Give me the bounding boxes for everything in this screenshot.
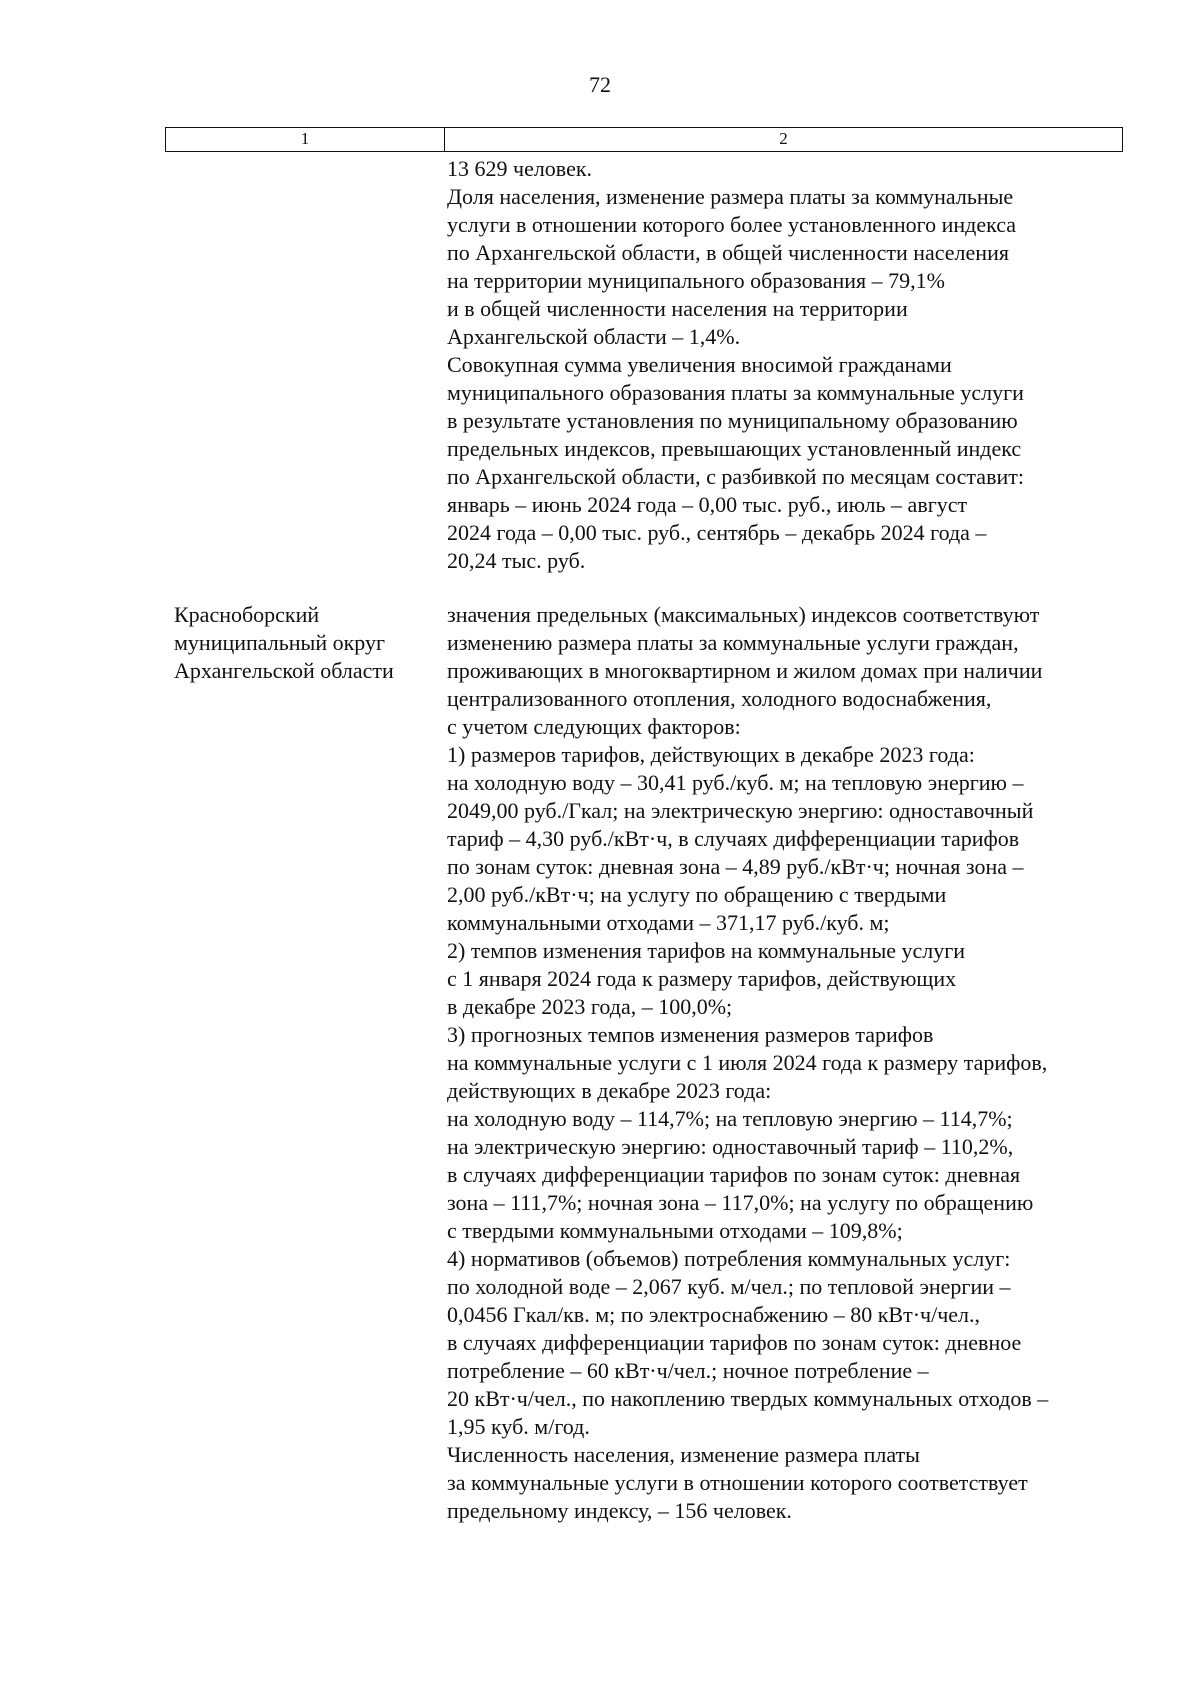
description-line: и в общей численности населения на территории bbox=[447, 296, 908, 321]
region-cell bbox=[165, 601, 440, 1525]
description-line: 13 629 человек. bbox=[447, 156, 593, 181]
description-line: с учетом следующих факторов: bbox=[447, 714, 741, 739]
description-line: с 1 января 2024 года к размеру тарифов, действующих bbox=[447, 966, 957, 991]
description-line: зона – 111,7%; ночная зона – 117,0%; на услугу по обращению bbox=[447, 1190, 1034, 1215]
description-line: 20,24 тыс. руб. bbox=[447, 548, 586, 573]
description-line: проживающих в многоквартирном и жилом домах при наличии bbox=[447, 658, 1043, 683]
description-line: январь – июнь 2024 года – 0,00 тыс. руб., июль – август bbox=[447, 492, 968, 517]
description-line: 0,0456 Гкал/кв. м; по электроснабжению – 80 кВт·ч/чел., bbox=[447, 1302, 981, 1327]
description-line: 2,00 руб./кВт·ч; на услугу по обращению с твердыми bbox=[447, 882, 947, 907]
table-header-col2: 2 bbox=[779, 129, 788, 148]
description-line: за коммунальные услуги в отношении которого соответствует bbox=[447, 1470, 1028, 1495]
description-cell bbox=[440, 601, 1123, 1525]
description-line: по Архангельской области, с разбивкой по месяцам составит: bbox=[447, 464, 1024, 489]
description-line: изменению размера платы за коммунальные услуги граждан, bbox=[447, 630, 1019, 655]
description-line: 2) темпов изменения тарифов на коммунальные услуги bbox=[447, 938, 966, 963]
description-line: Численность населения, изменение размера платы bbox=[447, 1442, 920, 1467]
region-cell bbox=[165, 155, 440, 575]
description-line: Архангельской области – 1,4%. bbox=[447, 324, 741, 349]
table-row bbox=[165, 155, 1123, 575]
table-header-row bbox=[165, 127, 1123, 152]
description-line: коммунальными отходами – 371,17 руб./куб. м; bbox=[447, 910, 890, 935]
table-header-col1: 1 bbox=[166, 128, 445, 151]
description-line: централизованного отопления, холодного водоснабжения, bbox=[447, 686, 992, 711]
description-line: 4) нормативов (объемов) потребления коммунальных услуг: bbox=[447, 1246, 1011, 1271]
region-name-line: муниципальный округ bbox=[174, 630, 386, 655]
description-line: в случаях дифференциации тарифов по зонам суток: дневное bbox=[447, 1330, 1022, 1355]
description-line: потребление – 60 кВт·ч/чел.; ночное потребление – bbox=[447, 1358, 929, 1383]
description-line: муниципального образования платы за коммунальные услуги bbox=[447, 380, 1024, 405]
description-line: предельных индексов, превышающих установленный индекс bbox=[447, 436, 1022, 461]
description-line: тариф – 4,30 руб./кВт·ч, в случаях дифференциации тарифов bbox=[447, 826, 1020, 851]
description-line: с твердыми коммунальными отходами – 109,8%; bbox=[447, 1218, 903, 1243]
description-line: предельному индексу, – 156 человек. bbox=[447, 1498, 792, 1523]
description-line: 20 кВт·ч/чел., по накоплению твердых коммунальных отходов – bbox=[447, 1386, 1049, 1411]
description-line: 3) прогнозных темпов изменения размеров тарифов bbox=[447, 1022, 934, 1047]
description-line: по Архангельской области, в общей численности населения bbox=[447, 240, 1009, 265]
region-name-line: Архангельской области bbox=[174, 658, 394, 683]
description-line: действующих в декабре 2023 года: bbox=[447, 1078, 772, 1103]
description-line: на холодную воду – 114,7%; на тепловую энергию – 114,7%; bbox=[447, 1106, 1013, 1131]
description-line: в декабре 2023 года, – 100,0%; bbox=[447, 994, 733, 1019]
description-line: на холодную воду – 30,41 руб./куб. м; на тепловую энергию – bbox=[447, 770, 1024, 795]
region-name-line: Красноборский bbox=[174, 602, 320, 627]
description-line: Доля населения, изменение размера платы за коммунальные bbox=[447, 184, 1014, 209]
description-line: 1,95 куб. м/год. bbox=[447, 1414, 590, 1439]
page-number: 72 bbox=[589, 72, 611, 97]
description-line: в случаях дифференциации тарифов по зонам суток: дневная bbox=[447, 1162, 1021, 1187]
description-line: 2049,00 руб./Гкал; на электрическую энергию: одноставочный bbox=[447, 798, 1034, 823]
description-line: 2024 года – 0,00 тыс. руб., сентябрь – декабрь 2024 года – bbox=[447, 520, 987, 545]
description-line: услуги в отношении которого более установленного индекса bbox=[447, 212, 1017, 237]
description-line: в результате установления по муниципальному образованию bbox=[447, 408, 1018, 433]
description-line: на электрическую энергию: одноставочный тариф – 110,2%, bbox=[447, 1134, 1014, 1159]
description-line: по зонам суток: дневная зона – 4,89 руб./кВт·ч; ночная зона – bbox=[447, 854, 1024, 879]
description-cell bbox=[440, 155, 1123, 575]
description-line: Совокупная сумма увеличения вносимой гражданами bbox=[447, 352, 952, 377]
description-line: на коммунальные услуги с 1 июля 2024 года к размеру тарифов, bbox=[447, 1050, 1048, 1075]
description-line: значения предельных (максимальных) индексов соответствуют bbox=[447, 602, 1040, 627]
description-line: 1) размеров тарифов, действующих в декабре 2023 года: bbox=[447, 742, 975, 767]
description-line: на территории муниципального образования – 79,1% bbox=[447, 268, 945, 293]
description-line: по холодной воде – 2,067 куб. м/чел.; по тепловой энергии – bbox=[447, 1274, 1011, 1299]
table-row bbox=[165, 601, 1123, 1525]
